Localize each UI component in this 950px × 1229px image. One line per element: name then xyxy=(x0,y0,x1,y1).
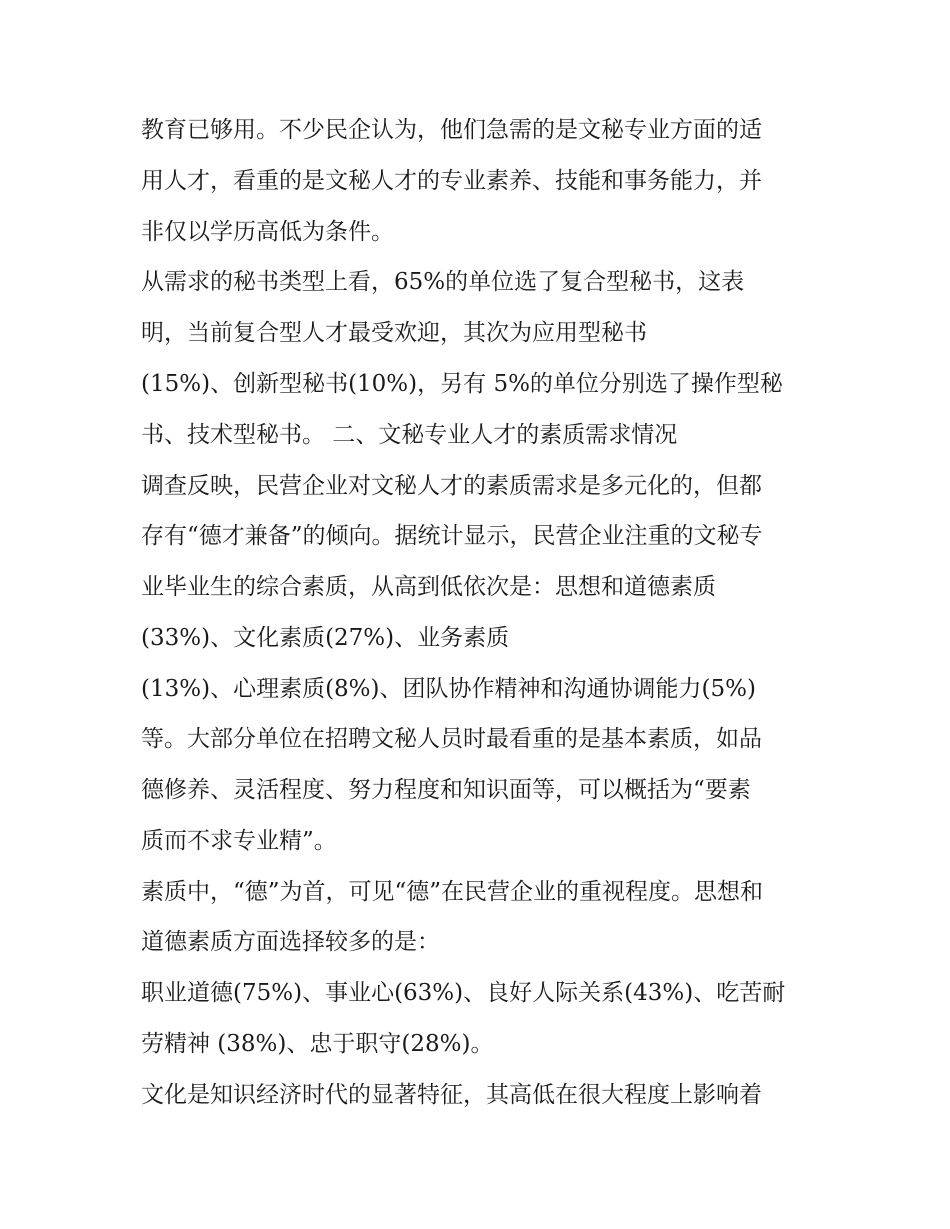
text-line: 素质中，“德”为首，可见“德”在民营企业的重视程度。思想和 xyxy=(141,879,764,905)
text-line: 德修养、灵活程度、努力程度和知识面等，可以概括为“要素 xyxy=(141,777,751,803)
text-line: 从需求的秘书类型上看，65%的单位选了复合型秘书，这表 xyxy=(141,269,745,295)
text-line: 教育已够用。不少民企认为，他们急需的是文秘专业方面的适 xyxy=(141,117,762,143)
text-line: 职业道德(75%)、事业心(63%)、良好人际关系(43%)、吃苦耐 xyxy=(141,980,786,1006)
text-line: 等。大部分单位在招聘文秘人员时最看重的是基本素质，如品 xyxy=(141,726,762,752)
text-line: 书、技术型秘书。 二、文秘专业人才的素质需求情况 xyxy=(141,422,678,448)
text-line: 明，当前复合型人才最受欢迎，其次为应用型秘书 xyxy=(141,320,647,346)
text-line: 劳精神 (38%)、忠于职守(28%)。 xyxy=(141,1031,494,1057)
text-line: 业毕业生的综合素质，从高到低依次是：思想和道德素质 xyxy=(141,574,716,600)
text-line: 用人才，看重的是文秘人才的专业素养、技能和事务能力，并 xyxy=(141,168,762,194)
text-line: 存有“德才兼备”的倾向。据统计显示，民营企业注重的文秘专 xyxy=(141,523,763,549)
text-line: (13%)、心理素质(8%)、团队协作精神和沟通协调能力(5%) xyxy=(141,676,756,702)
text-line: 文化是知识经济时代的显著特征，其高低在很大程度上影响着 xyxy=(141,1082,762,1108)
text-line: 非仅以学历高低为条件。 xyxy=(141,219,394,245)
text-line: 质而不求专业精”。 xyxy=(141,828,337,854)
text-line: (33%)、文化素质(27%)、业务素质 xyxy=(141,625,510,651)
text-line: (15%)、创新型秘书(10%)，另有 5%的单位分别选了操作型秘 xyxy=(141,371,783,397)
text-line: 调查反映，民营企业对文秘人才的素质需求是多元化的，但都 xyxy=(141,473,762,499)
text-line: 道德素质方面选择较多的是： xyxy=(141,929,440,955)
